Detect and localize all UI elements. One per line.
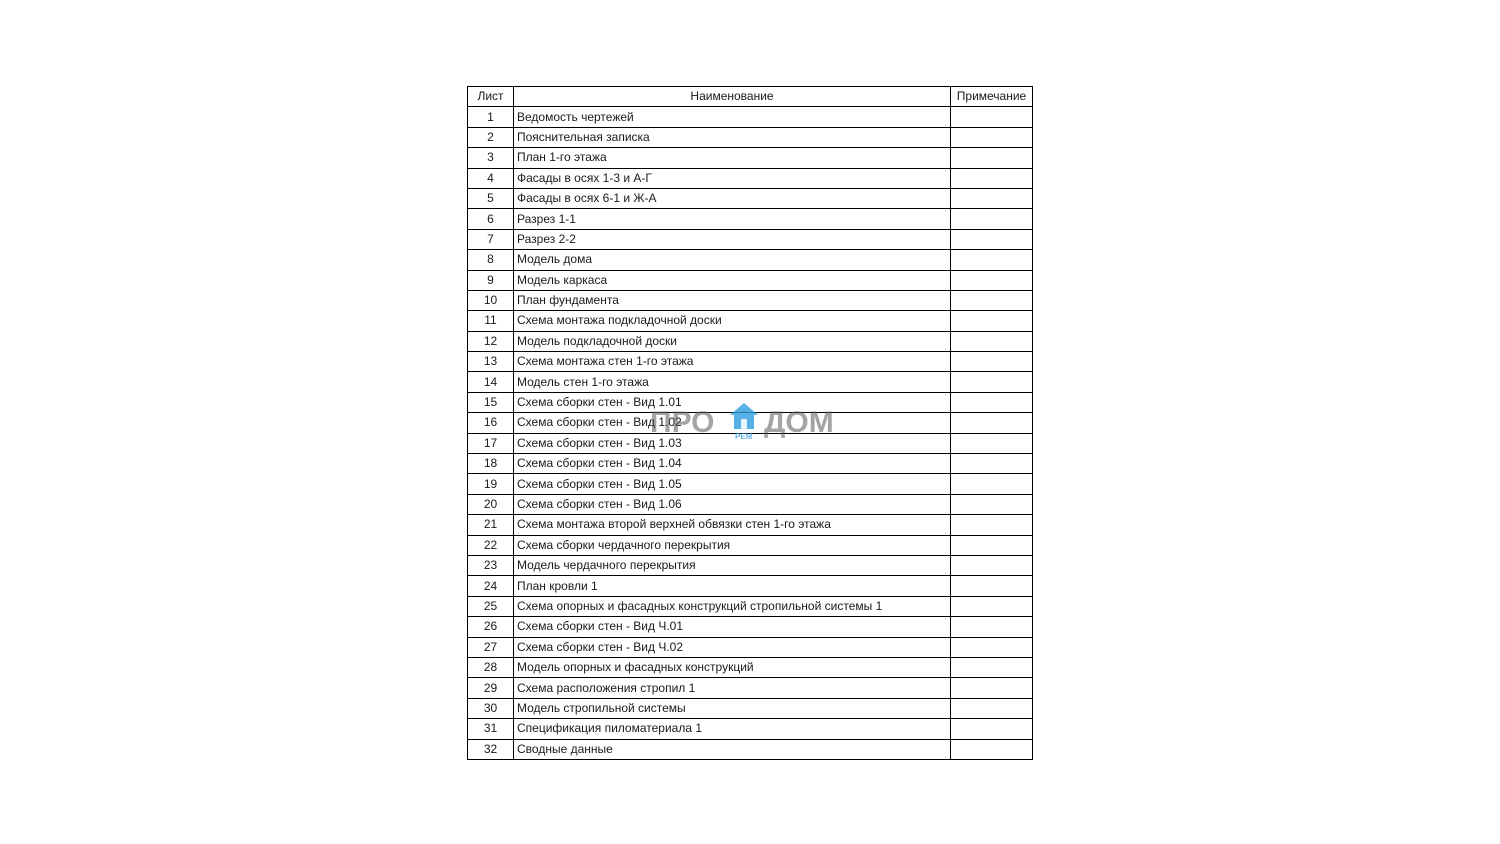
table-row — [468, 637, 1033, 657]
note-cell — [951, 535, 1033, 555]
note-cell — [951, 596, 1033, 616]
note-cell — [951, 148, 1033, 168]
sheet-number-cell: 22 — [468, 535, 514, 555]
sheet-number-cell: 30 — [468, 698, 514, 718]
sheet-number-cell: 15 — [468, 392, 514, 412]
sheet-name-cell: Модель опорных и фасадных конструкций — [514, 657, 951, 677]
table-row — [468, 372, 1033, 392]
table-row — [468, 311, 1033, 331]
sheet-name-cell: Разрез 2-2 — [514, 229, 951, 249]
sheet-name-cell: Модель стропильной системы — [514, 698, 951, 718]
note-cell — [951, 698, 1033, 718]
sheet-name-cell: Схема сборки стен - Вид 1.02 — [514, 413, 951, 433]
sheet-number-cell: 23 — [468, 555, 514, 575]
sheet-number-cell: 13 — [468, 352, 514, 372]
sheet-number-cell: 25 — [468, 596, 514, 616]
watermark-sub-text: РЕМ — [735, 432, 753, 441]
sheet-name-cell: Схема сборки стен - Вид Ч.02 — [514, 637, 951, 657]
table-row — [468, 454, 1033, 474]
sheet-number-cell: 17 — [468, 433, 514, 453]
sheet-number-cell: 9 — [468, 270, 514, 290]
sheet-number-cell: 14 — [468, 372, 514, 392]
sheet-number-cell: 16 — [468, 413, 514, 433]
sheet-name-cell: Схема монтажа подкладочной доски — [514, 311, 951, 331]
table-row — [468, 413, 1033, 433]
note-cell — [951, 454, 1033, 474]
sheet-name-cell: Схема расположения стропил 1 — [514, 678, 951, 698]
note-cell — [951, 168, 1033, 188]
table-row — [468, 739, 1033, 759]
note-cell — [951, 413, 1033, 433]
note-cell — [951, 494, 1033, 514]
header-name: Наименование — [514, 87, 951, 107]
sheet-name-cell: Модель подкладочной доски — [514, 331, 951, 351]
sheet-name-cell: Разрез 1-1 — [514, 209, 951, 229]
note-cell — [951, 678, 1033, 698]
note-cell — [951, 392, 1033, 412]
sheet-name-cell: Пояснительная записка — [514, 127, 951, 147]
sheet-name-cell: Фасады в осях 6-1 и Ж-А — [514, 188, 951, 208]
table-row — [468, 209, 1033, 229]
sheet-number-cell: 21 — [468, 515, 514, 535]
note-cell — [951, 719, 1033, 739]
watermark-left-text: ПРО — [650, 406, 715, 439]
sheet-number-cell: 10 — [468, 290, 514, 310]
table-row — [468, 331, 1033, 351]
sheet-number-cell: 27 — [468, 637, 514, 657]
table-row — [468, 617, 1033, 637]
table-body — [468, 107, 1033, 760]
table-row — [468, 698, 1033, 718]
sheet-name-cell: План кровли 1 — [514, 576, 951, 596]
sheet-name-cell: Схема монтажа стен 1-го этажа — [514, 352, 951, 372]
table-row — [468, 270, 1033, 290]
table-row — [468, 148, 1033, 168]
sheet-number-cell: 8 — [468, 250, 514, 270]
sheet-name-cell: Ведомость чертежей — [514, 107, 951, 127]
table-row — [468, 250, 1033, 270]
table-row — [468, 576, 1033, 596]
table-row — [468, 229, 1033, 249]
table-row — [468, 188, 1033, 208]
watermark-right-text: ДОМ — [764, 406, 834, 439]
table-row — [468, 352, 1033, 372]
note-cell — [951, 311, 1033, 331]
table-row — [468, 596, 1033, 616]
sheet-number-cell: 11 — [468, 311, 514, 331]
sheet-name-cell: Схема сборки стен - Вид 1.03 — [514, 433, 951, 453]
sheet-name-cell: Спецификация пиломатериала 1 — [514, 719, 951, 739]
sheet-name-cell: Схема сборки стен - Вид Ч.01 — [514, 617, 951, 637]
note-cell — [951, 250, 1033, 270]
sheet-name-cell: Схема сборки стен - Вид 1.04 — [514, 454, 951, 474]
sheet-name-cell: План фундамента — [514, 290, 951, 310]
note-cell — [951, 290, 1033, 310]
sheet-number-cell: 24 — [468, 576, 514, 596]
table-row — [468, 127, 1033, 147]
sheet-number-cell: 18 — [468, 454, 514, 474]
note-cell — [951, 555, 1033, 575]
sheet-number-cell: 3 — [468, 148, 514, 168]
sheet-number-cell: 32 — [468, 739, 514, 759]
sheet-name-cell: Сводные данные — [514, 739, 951, 759]
sheet-name-cell: Модель стен 1-го этажа — [514, 372, 951, 392]
note-cell — [951, 739, 1033, 759]
sheet-number-cell: 19 — [468, 474, 514, 494]
drawings-table — [467, 86, 1033, 760]
sheet-number-cell: 31 — [468, 719, 514, 739]
sheet-name-cell: Схема монтажа второй верхней обвязки стен 1-го этажа — [514, 515, 951, 535]
header-sheet: Лист — [468, 87, 514, 107]
table-row — [468, 474, 1033, 494]
note-cell — [951, 270, 1033, 290]
note-cell — [951, 637, 1033, 657]
header-note: Примечание — [951, 87, 1033, 107]
note-cell — [951, 474, 1033, 494]
sheet-name-cell: Модель дома — [514, 250, 951, 270]
sheet-number-cell: 5 — [468, 188, 514, 208]
sheet-number-cell: 26 — [468, 617, 514, 637]
note-cell — [951, 331, 1033, 351]
table-row — [468, 290, 1033, 310]
table-row — [468, 719, 1033, 739]
note-cell — [951, 209, 1033, 229]
sheet-name-cell: Модель чердачного перекрытия — [514, 555, 951, 575]
sheet-name-cell: Модель каркаса — [514, 270, 951, 290]
note-cell — [951, 515, 1033, 535]
sheet-name-cell: План 1-го этажа — [514, 148, 951, 168]
sheet-number-cell: 6 — [468, 209, 514, 229]
note-cell — [951, 352, 1033, 372]
note-cell — [951, 188, 1033, 208]
table-row — [468, 535, 1033, 555]
table-row — [468, 107, 1033, 127]
sheet-number-cell: 20 — [468, 494, 514, 514]
table-row — [468, 433, 1033, 453]
table-row — [468, 515, 1033, 535]
table-row — [468, 657, 1033, 677]
note-cell — [951, 372, 1033, 392]
note-cell — [951, 229, 1033, 249]
table-header-row — [468, 87, 1033, 107]
sheet-number-cell: 4 — [468, 168, 514, 188]
sheet-number-cell: 12 — [468, 331, 514, 351]
table-row — [468, 392, 1033, 412]
table-row — [468, 678, 1033, 698]
sheet-name-cell: Схема сборки чердачного перекрытия — [514, 535, 951, 555]
note-cell — [951, 107, 1033, 127]
sheet-name-cell: Схема сборки стен - Вид 1.05 — [514, 474, 951, 494]
sheet-name-cell: Фасады в осях 1-3 и А-Г — [514, 168, 951, 188]
sheet-number-cell: 2 — [468, 127, 514, 147]
note-cell — [951, 127, 1033, 147]
note-cell — [951, 617, 1033, 637]
note-cell — [951, 433, 1033, 453]
sheet-name-cell: Схема опорных и фасадных конструкций стропильной системы 1 — [514, 596, 951, 616]
sheet-name-cell: Схема сборки стен - Вид 1.06 — [514, 494, 951, 514]
note-cell — [951, 657, 1033, 677]
note-cell — [951, 576, 1033, 596]
sheet-number-cell: 1 — [468, 107, 514, 127]
table-row — [468, 168, 1033, 188]
sheet-name-cell: Схема сборки стен - Вид 1.01 — [514, 392, 951, 412]
sheet-number-cell: 29 — [468, 678, 514, 698]
sheet-number-cell: 28 — [468, 657, 514, 677]
sheet-number-cell: 7 — [468, 229, 514, 249]
table-row — [468, 494, 1033, 514]
table-row — [468, 555, 1033, 575]
